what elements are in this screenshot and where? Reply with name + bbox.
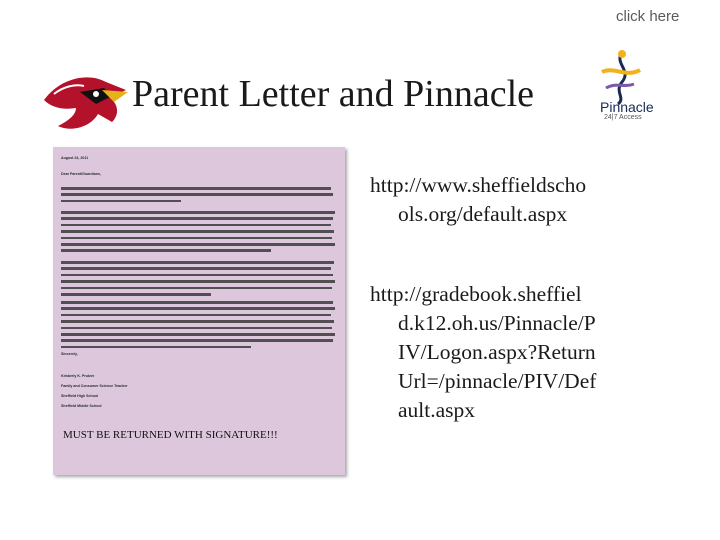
link-2-line-2[interactable]: d.k12.oh.us/Pinnacle/P xyxy=(398,311,596,335)
link-1-line-1[interactable]: http://www.sheffieldscho xyxy=(370,173,587,197)
link-2-line-4[interactable]: Url=/pinnacle/PIV/Def xyxy=(398,369,597,393)
letter-signature-school-2: Sheffield Middle School xyxy=(61,404,102,408)
pinnacle-name: Pinnacle xyxy=(600,99,654,115)
link-pinnacle-gradebook[interactable] xyxy=(370,280,690,425)
letter-paragraph-2 xyxy=(61,209,337,254)
link-1-line-2[interactable]: ols.org/default.aspx xyxy=(398,202,568,226)
link-2-line-5[interactable]: ault.aspx xyxy=(398,398,476,422)
link-sheffield-schools[interactable] xyxy=(370,171,690,229)
letter-signature-school-1: Sheffield High School xyxy=(61,394,99,398)
letter-greeting: Dear Parent/Guardians, xyxy=(61,172,101,176)
letter-paragraph-4 xyxy=(61,299,337,350)
link-2-line-3[interactable]: IV/Logon.aspx?Return xyxy=(398,340,596,364)
letter-closing: Sincerely, xyxy=(61,352,78,356)
letter-footer-notice: MUST BE RETURNED WITH SIGNATURE!!! xyxy=(63,429,278,441)
pinnacle-tagline: 24|7 Access xyxy=(604,114,642,121)
letter-date: August 24, 2011 xyxy=(61,156,89,160)
letter-paragraph-1 xyxy=(61,185,337,204)
letter-signature-title: Family and Consumer Science Teacher xyxy=(61,384,128,388)
parent-letter-image xyxy=(53,147,345,475)
link-2-line-1[interactable]: http://gradebook.sheffiel xyxy=(370,282,582,306)
cardinal-logo xyxy=(40,70,132,140)
pinnacle-figure-icon[interactable] xyxy=(592,48,648,106)
slide-title: Parent Letter and Pinnacle xyxy=(132,73,535,115)
letter-signature-name: Kimberly K. Prutzer xyxy=(61,374,95,378)
click-here-link[interactable]: click here xyxy=(616,8,680,25)
letter-paragraph-3 xyxy=(61,259,337,297)
